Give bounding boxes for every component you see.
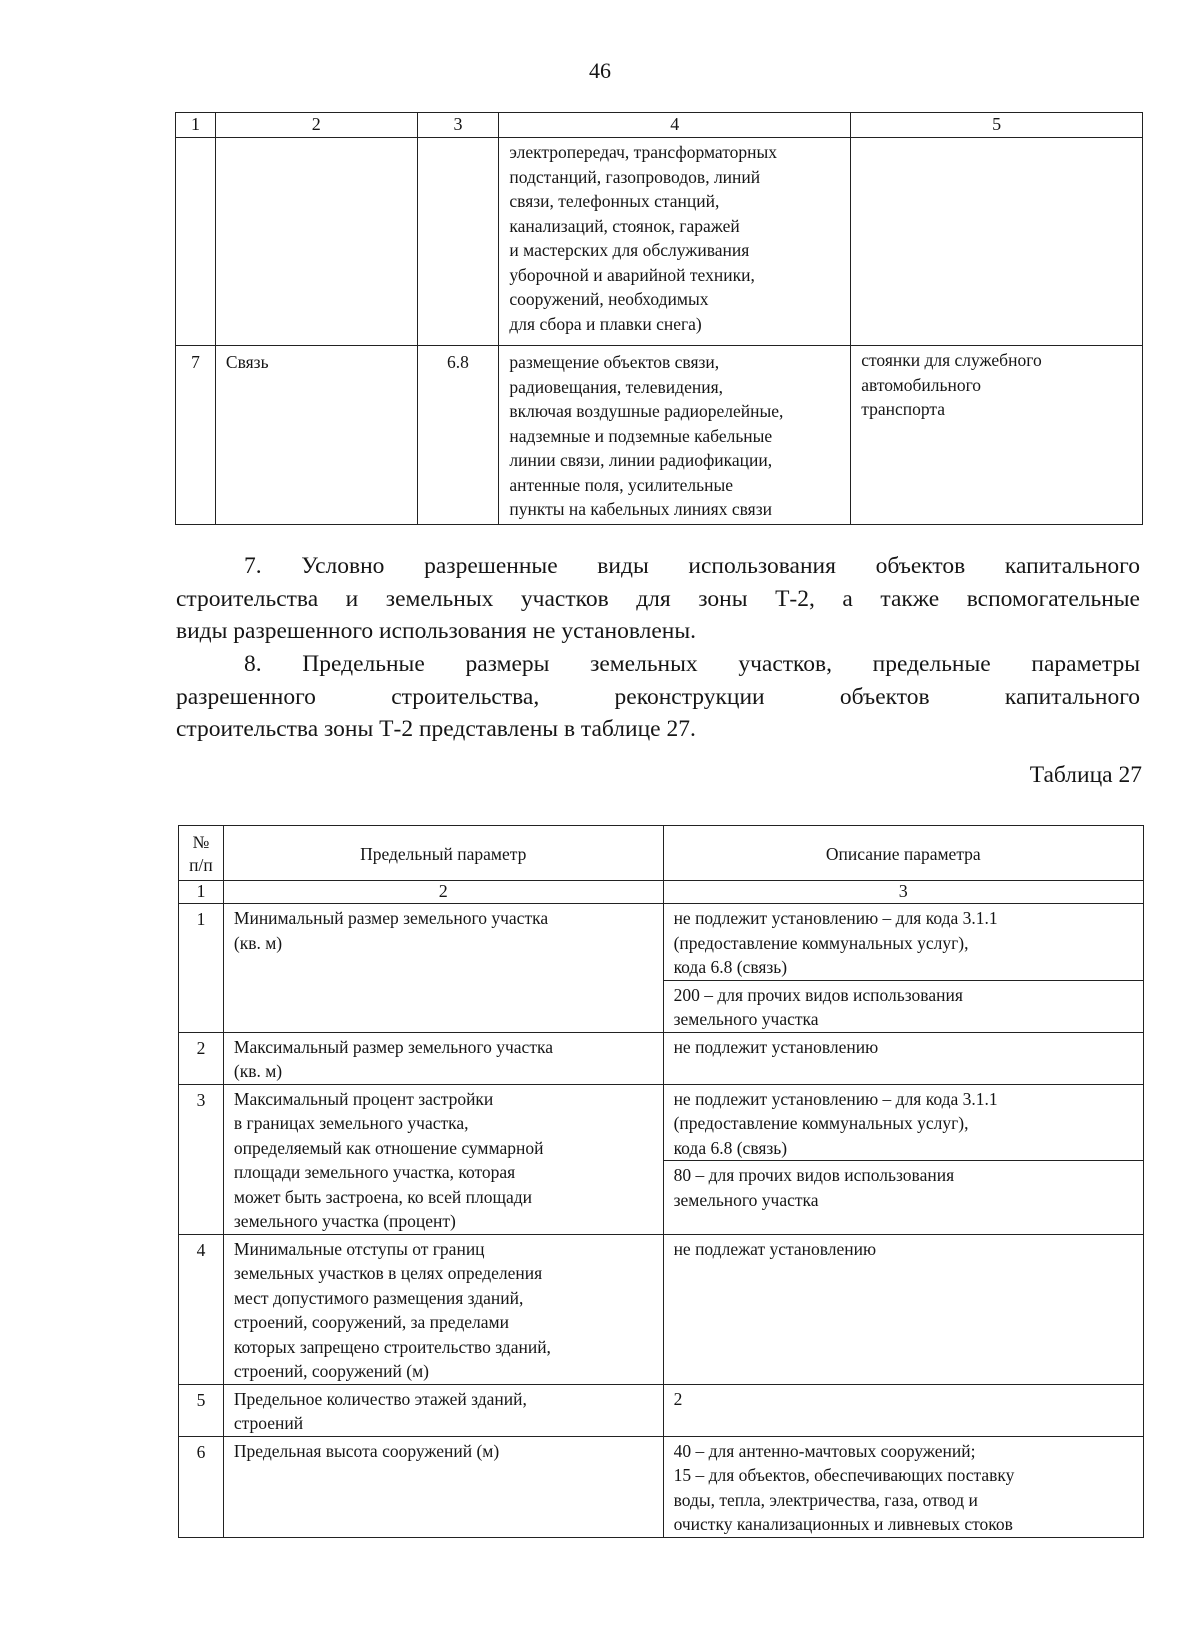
desc-line: 200 – для прочих видов использования [673,984,963,1005]
description-line: и мастерских для обслуживания [509,240,750,260]
param-cell [223,1436,663,1537]
paragraph-8 [176,648,1140,746]
desc-line: воды, тепла, электричества, газа, отвод и [673,1489,978,1510]
description-line: подстанций, газопроводов, линий [509,166,761,187]
paragraph-line: виды разрешенного использования не установлены. [176,618,697,644]
desc-cell [663,1032,1143,1084]
param-header: Предельный параметр [223,826,663,881]
param-line: строений, сооружений (м) [233,1361,429,1381]
row-number: 5 [179,1384,224,1436]
desc-line: не подлежит установлению – для кода 3.1.1 [673,1088,998,1109]
param-line: Предельная высота сооружений (м) [233,1440,500,1461]
column-number: 3 [417,113,499,138]
paragraph-line: строительства и земельных участков для зоны Т-2, а также вспомогательные [176,585,1140,612]
paragraph-7 [176,550,1140,648]
row-number: 6 [179,1436,224,1537]
param-cell [223,904,663,1033]
desc-part [664,980,1143,1032]
auxiliary-line: стоянки для служебного [861,350,1042,370]
description-line: надземные и подземные кабельные [509,425,773,446]
table-header-row [179,826,1144,881]
row-number: 4 [179,1234,224,1384]
paragraph-line: разрешенного строительства, реконструкции объектов капитального [176,683,1140,710]
description-line: размещение объектов связи, [509,352,720,372]
param-line: земельного участка (процент) [233,1211,456,1231]
num-header [179,826,224,881]
param-line: определяемый как отношение суммарной [233,1137,544,1158]
row-number: 2 [179,1032,224,1084]
page-number: 46 [589,58,611,83]
desc-line: 40 – для антенно-мачтовых сооружений; [673,1440,976,1461]
desc-part [674,906,1133,980]
auxiliary-line: транспорта [861,399,945,419]
description-line: для сбора и плавки снега) [509,313,702,334]
desc-line: 15 – для объектов, обеспечивающих поставку [673,1465,1015,1485]
desc-cell [663,904,1143,1033]
param-line: земельных участков в целях определения [233,1263,543,1283]
param-cell [223,1032,663,1084]
column-number: 4 [499,113,851,138]
column-number-row [179,881,1144,904]
param-line: в границах земельного участка, [233,1113,469,1133]
description-line: канализаций, стоянок, гаражей [509,215,740,236]
description-line: включая воздушные радиорелейные, [509,401,784,421]
table-row [179,1234,1144,1384]
use-description [499,138,851,346]
description-line: пункты на кабельных линиях связи [509,499,772,519]
auxiliary-line: автомобильного [861,374,982,395]
use-name [215,138,417,346]
use-name: Связь [215,346,417,525]
column-number: 2 [215,113,417,138]
desc-line: земельного участка [673,1189,819,1210]
table-row [179,1084,1144,1234]
column-number-row [176,113,1143,138]
description-line: уборочной и аварийной техники, [509,264,755,285]
param-line: строений, сооружений, за пределами [233,1312,509,1332]
param-line: Минимальный размер земельного участка [233,908,549,928]
column-number: 2 [223,881,663,904]
column-number: 1 [176,113,216,138]
use-code [417,138,499,346]
row-number: 1 [179,904,224,1033]
auxiliary-use [851,138,1143,346]
desc-cell [663,1084,1143,1234]
desc-cell [663,1384,1143,1436]
desc-line: очистку канализационных и ливневых стоков [673,1514,1013,1534]
desc-line: 2 [673,1388,683,1409]
desc-line: не подлежат установлению [673,1238,877,1259]
paragraph-line: строительства зоны Т-2 представлены в таблице 27. [176,716,696,742]
desc-line: не подлежит установлению – для кода 3.1.1 [673,908,998,928]
description-line: радиовещания, телевидения, [509,376,723,397]
param-cell [223,1234,663,1384]
param-cell [223,1384,663,1436]
num-header-line: № [192,832,210,852]
param-line: Максимальный процент застройки [233,1088,494,1109]
desc-line: (предоставление коммунальных услуг), [673,932,969,953]
desc-header: Описание параметра [663,826,1143,881]
column-number: 5 [851,113,1143,138]
limit-parameters-table [178,825,1144,1538]
description-line: антенные поля, усилительные [509,474,733,495]
table-row [179,1032,1144,1084]
desc-part [674,1087,1133,1161]
desc-line: кода 6.8 (связь) [673,957,788,977]
param-line: (кв. м) [233,1061,283,1081]
desc-line: кода 6.8 (связь) [673,1137,788,1158]
param-cell [223,1084,663,1234]
table-row [179,1436,1144,1537]
column-number: 3 [663,881,1143,904]
param-line: которых запрещено строительство зданий, [233,1336,551,1357]
desc-cell [663,1436,1143,1537]
table-row [179,904,1144,1033]
continuation-table [175,112,1143,525]
column-number: 1 [179,881,224,904]
param-line: мест допустимого размещения зданий, [233,1287,524,1308]
desc-cell [663,1234,1143,1384]
desc-line: не подлежит установлению [673,1036,879,1057]
desc-line: (предоставление коммунальных услуг), [673,1113,969,1133]
table-row [176,138,1143,346]
row-number: 3 [179,1084,224,1234]
desc-part [664,1160,1143,1212]
num-header-line: п/п [189,855,213,875]
auxiliary-use [851,346,1143,525]
use-description [499,346,851,525]
paragraph-line: 7. Условно разрешенные виды использования объектов капитального [244,553,1140,579]
row-number [176,138,216,346]
description-line: электропередач, трансформаторных [509,142,778,162]
table-row [176,346,1143,525]
table-caption: Таблица 27 [1029,762,1142,788]
param-line: может быть застроена, ко всей площади [233,1186,533,1207]
param-line: строений [233,1413,304,1433]
desc-line: 80 – для прочих видов использования [673,1165,955,1185]
row-number: 7 [176,346,216,525]
param-line: Предельное количество этажей зданий, [233,1388,527,1409]
table-row [179,1384,1144,1436]
param-line: площади земельного участка, которая [233,1162,516,1182]
desc-line: земельного участка [673,1009,819,1029]
description-line: линии связи, линии радиофикации, [509,450,773,470]
paragraph-line: 8. Предельные размеры земельных участков, предельные параметры [244,651,1140,677]
param-line: Минимальные отступы от границ [233,1238,485,1259]
description-line: сооружений, необходимых [509,289,709,309]
param-line: (кв. м) [233,932,283,953]
description-line: связи, телефонных станций, [509,191,720,211]
use-code: 6.8 [417,346,499,525]
param-line: Максимальный размер земельного участка [233,1036,553,1057]
